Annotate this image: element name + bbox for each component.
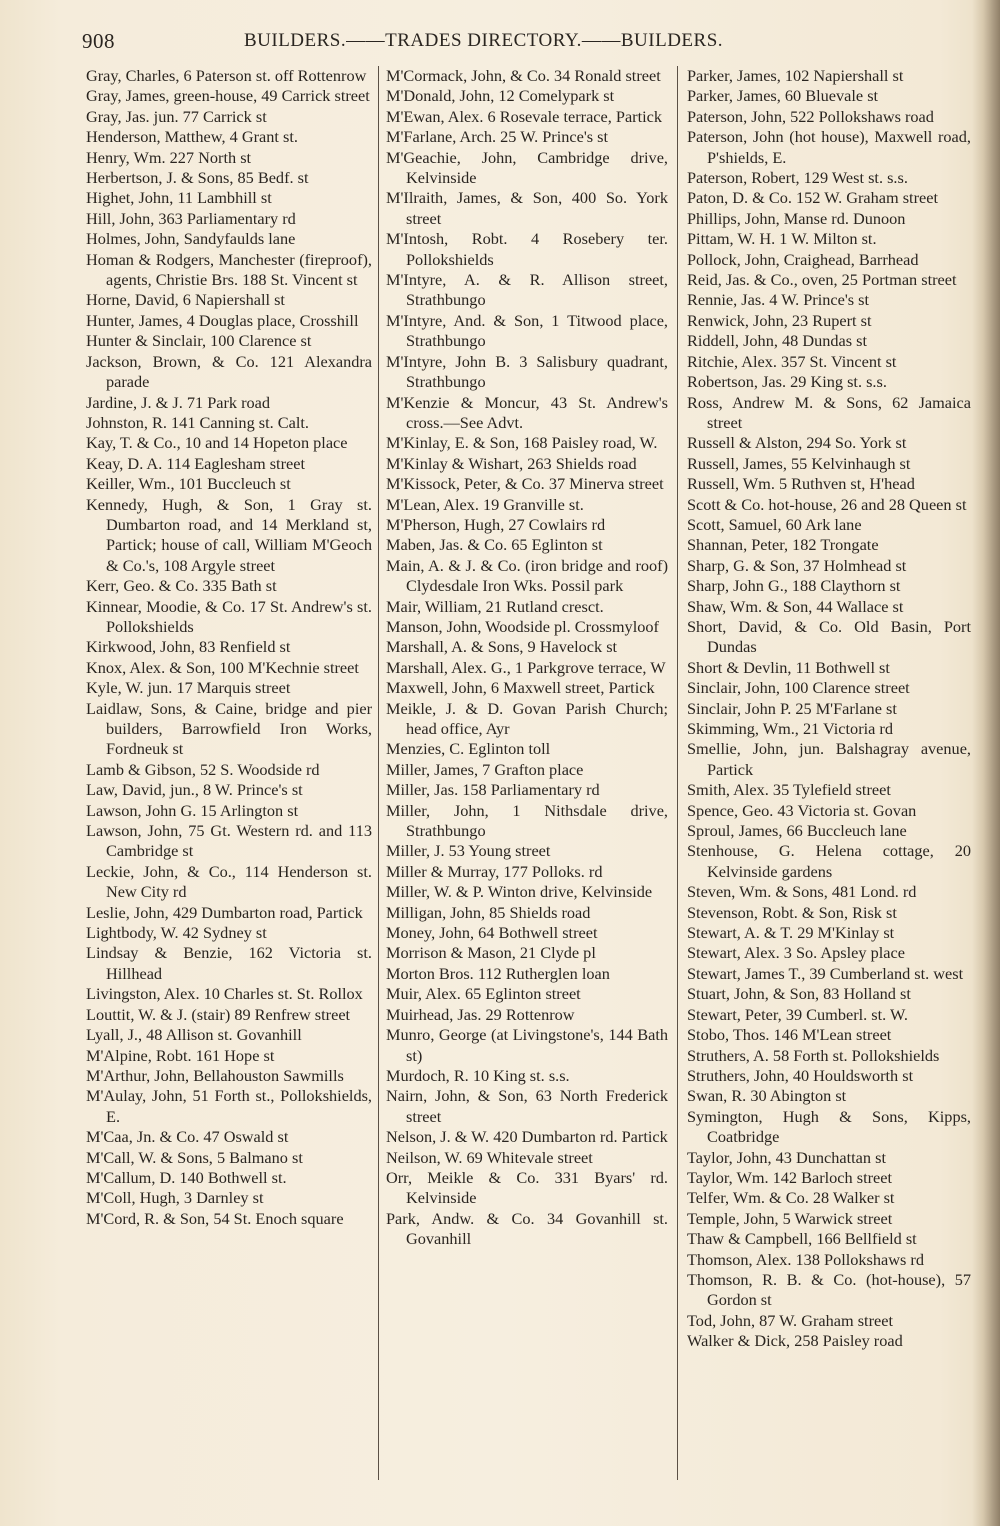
directory-entry: Jackson, Brown, & Co. 121 Alexandra parade	[86, 351, 372, 392]
directory-entry: Pollock, John, Craighead, Barrhead	[687, 249, 919, 269]
running-title: BUILDERS.——TRADES DIRECTORY.——BUILDERS.	[243, 30, 724, 51]
directory-entry: Spence, Geo. 43 Victoria st. Govan	[687, 800, 917, 820]
directory-entry: Morrison & Mason, 21 Clyde pl	[386, 943, 596, 963]
directory-entry: Stewart, Peter, 39 Cumberl. st. W.	[687, 1004, 908, 1024]
directory-entry: Horne, David, 6 Napiershall st	[86, 290, 285, 310]
directory-entry: Kay, T. & Co., 10 and 14 Hopeton place	[86, 433, 348, 453]
directory-entry: Riddell, John, 48 Dundas st	[687, 331, 868, 351]
directory-entry: Miller & Murray, 177 Polloks. rd	[386, 861, 603, 881]
directory-entry: Short & Devlin, 11 Bothwell st	[687, 657, 890, 677]
column-divider	[378, 66, 379, 1480]
directory-column-3	[687, 66, 971, 1352]
directory-entry: Orr, Meikle & Co. 331 Byars' rd. Kelvinside	[386, 1167, 668, 1208]
directory-entry: Muir, Alex. 65 Eglinton street	[386, 984, 581, 1004]
directory-entry: Lindsay & Benzie, 162 Victoria st. Hillhead	[86, 943, 372, 983]
directory-entry: M'Kissock, Peter, & Co. 37 Minerva street	[386, 474, 664, 494]
directory-entry: Russell, Wm. 5 Ruthven st, H'head	[687, 474, 915, 494]
directory-entry: Maxwell, John, 6 Maxwell street, Partick	[386, 678, 655, 698]
directory-entry: Ross, Andrew M. & Sons, 62 Jamaica street	[687, 392, 971, 432]
directory-entry: Mair, William, 21 Rutland cresct.	[386, 596, 604, 616]
directory-entry: Shannan, Peter, 182 Trongate	[687, 535, 879, 555]
directory-entry: Kinnear, Moodie, & Co. 17 St. Andrew's st. Pollokshields	[86, 596, 372, 636]
directory-entry: M'Intyre, A. & R. Allison street, Strathbungo	[386, 270, 668, 310]
directory-entry: M'Cord, R. & Son, 54 St. Enoch square	[86, 1208, 344, 1228]
directory-entry: Taylor, John, 43 Dunchattan st	[687, 1147, 886, 1167]
directory-column-2	[386, 66, 668, 1250]
directory-entry: Gray, Jas. jun. 77 Carrick st	[86, 106, 267, 126]
directory-entry: Thomson, R. B. & Co. (hot-house), 57 Gordon st	[687, 1269, 971, 1310]
directory-entry: M'Arthur, John, Bellahouston Sawmills	[86, 1065, 344, 1085]
directory-entry: Henderson, Matthew, 4 Grant st.	[86, 127, 298, 147]
directory-entry: Kyle, W. jun. 17 Marquis street	[86, 678, 291, 698]
directory-entry: Short, David, & Co. Old Basin, Port Dundas	[687, 616, 971, 657]
directory-entry: Stobo, Thos. 146 M'Lean street	[687, 1025, 892, 1045]
directory-entry: Murdoch, R. 10 King st. s.s.	[386, 1065, 570, 1085]
directory-entry: Knox, Alex. & Son, 100 M'Kechnie street	[86, 657, 359, 677]
directory-entry: Louttit, W. & J. (stair) 89 Renfrew street	[86, 1004, 351, 1024]
directory-entry: Stuart, John, & Son, 83 Holland st	[687, 984, 911, 1004]
directory-entry: Temple, John, 5 Warwick street	[687, 1208, 893, 1228]
directory-entry: Maben, Jas. & Co. 65 Eglinton st	[386, 535, 603, 555]
directory-entry: Nairn, John, & Son, 63 North Frederick street	[386, 1086, 668, 1126]
directory-entry: Scott & Co. hot-house, 26 and 28 Queen st	[687, 494, 967, 514]
directory-entry: Holmes, John, Sandyfaulds lane	[86, 229, 296, 249]
directory-entry: Highet, John, 11 Lambhill st	[86, 188, 272, 208]
page-binding-edge	[972, 0, 1000, 1526]
directory-entry: Leckie, John, & Co., 114 Henderson st. New City rd	[86, 861, 372, 902]
directory-entry: Stewart, A. & T. 29 M'Kinlay st	[687, 923, 895, 943]
directory-entry: M'Geachie, John, Cambridge drive, Kelvinside	[386, 147, 668, 188]
directory-entry: Gray, James, green-house, 49 Carrick street	[86, 86, 370, 106]
directory-entry: Park, Andw. & Co. 34 Govanhill st. Govanhill	[386, 1208, 668, 1249]
directory-entry: Smith, Alex. 35 Tylefield street	[687, 780, 891, 800]
directory-entry: Sharp, G. & Son, 37 Holmhead st	[687, 555, 907, 575]
directory-entry: Reid, Jas. & Co., oven, 25 Portman street	[687, 270, 957, 290]
directory-entry: M'Call, W. & Sons, 5 Balmano st	[86, 1147, 303, 1167]
directory-entry: Paterson, John, 522 Pollokshaws road	[687, 106, 934, 126]
directory-entry: Telfer, Wm. & Co. 28 Walker st	[687, 1188, 895, 1208]
directory-entry: Hill, John, 363 Parliamentary rd	[86, 208, 296, 228]
directory-entry: Nelson, J. & W. 420 Dumbarton rd. Partick	[386, 1127, 668, 1147]
directory-entry: Ritchie, Alex. 357 St. Vincent st	[687, 351, 897, 371]
directory-entry: Sharp, John G., 188 Claythorn st	[687, 576, 901, 596]
directory-entry: Milligan, John, 85 Shields road	[386, 902, 591, 922]
directory-entry: Miller, J. 53 Young street	[386, 841, 551, 861]
directory-entry: Kerr, Geo. & Co. 335 Bath st	[86, 576, 277, 596]
directory-entry: Henry, Wm. 227 North st	[86, 147, 252, 167]
directory-entry: M'Intosh, Robt. 4 Rosebery ter. Pollokshields	[386, 229, 668, 269]
directory-entry: Hunter, James, 4 Douglas place, Crosshill	[86, 310, 359, 330]
directory-entry: Manson, John, Woodside pl. Crossmyloof	[386, 616, 659, 636]
directory-entry: M'Pherson, Hugh, 27 Cowlairs rd	[386, 514, 606, 534]
directory-entry: M'Kinlay, E. & Son, 168 Paisley road, W.	[386, 433, 658, 453]
directory-entry: Scott, Samuel, 60 Ark lane	[687, 514, 862, 534]
directory-entry: M'Ilraith, James, & Son, 400 So. York street	[386, 188, 668, 228]
directory-entry: Main, A. & J. & Co. (iron bridge and roof) Clydesdale Iron Wks. Possil park	[386, 555, 668, 596]
directory-entry: Money, John, 64 Bothwell street	[386, 923, 598, 943]
directory-column-1	[86, 66, 372, 1229]
directory-entry: M'Kenzie & Moncur, 43 St. Andrew's cross.—See Advt.	[386, 392, 668, 432]
directory-entry: Thomson, Alex. 138 Pollokshaws rd	[687, 1249, 924, 1269]
directory-entry: Menzies, C. Eglinton toll	[386, 739, 551, 759]
directory-entry: Muirhead, Jas. 29 Rottenrow	[386, 1004, 575, 1024]
directory-entry: Morton Bros. 112 Rutherglen loan	[386, 963, 610, 983]
directory-entry: Russell, James, 55 Kelvinhaugh st	[687, 453, 911, 473]
directory-entry: M'Coll, Hugh, 3 Darnley st	[86, 1188, 264, 1208]
directory-entry: Parker, James, 60 Bluevale st	[687, 86, 879, 106]
directory-entry: Lightbody, W. 42 Sydney st	[86, 923, 267, 943]
directory-entry: M'Caa, Jn. & Co. 47 Oswald st	[86, 1127, 289, 1147]
directory-entry: Paton, D. & Co. 152 W. Graham street	[687, 188, 938, 208]
directory-entry: Laidlaw, Sons, & Caine, bridge and pier builders, Barrowfield Iron Works, Fordneuk st	[86, 698, 372, 759]
directory-entry: Sinclair, John P. 25 M'Farlane st	[687, 698, 897, 718]
directory-entry: Homan & Rodgers, Manchester (fireproof), agents, Christie Brs. 188 St. Vincent st	[86, 249, 372, 290]
directory-entry: Johnston, R. 141 Canning st. Calt.	[86, 412, 309, 432]
directory-entry: Struthers, John, 40 Houldsworth st	[687, 1065, 914, 1085]
directory-entry: Parker, James, 102 Napiershall st	[687, 66, 904, 85]
directory-entry: Keay, D. A. 114 Eaglesham street	[86, 453, 305, 473]
directory-entry: Shaw, Wm. & Son, 44 Wallace st	[687, 596, 904, 616]
column-divider	[677, 66, 678, 1480]
directory-entry: Robertson, Jas. 29 King st. s.s.	[687, 372, 887, 392]
directory-entry: Stenhouse, G. Helena cottage, 20 Kelvinside gardens	[687, 841, 971, 881]
directory-entry: Taylor, Wm. 142 Barloch street	[687, 1167, 892, 1187]
directory-entry: Tod, John, 87 W. Graham street	[687, 1310, 893, 1330]
directory-entry: Smellie, John, jun. Balshagray avenue, Partick	[687, 739, 971, 779]
directory-entry: Stevenson, Robt. & Son, Risk st	[687, 902, 897, 922]
directory-entry: Renwick, John, 23 Rupert st	[687, 310, 872, 330]
directory-entry: Neilson, W. 69 Whitevale street	[386, 1147, 593, 1167]
directory-entry: Lawson, John, 75 Gt. Western rd. and 113 Cambridge st	[86, 821, 372, 861]
directory-entry: M'Farlane, Arch. 25 W. Prince's st	[386, 127, 609, 147]
directory-entry: Pittam, W. H. 1 W. Milton st.	[687, 229, 877, 249]
directory-entry: Meikle, J. & D. Govan Parish Church; head office, Ayr	[386, 698, 668, 738]
directory-entry: Sinclair, John, 100 Clarence street	[687, 678, 910, 698]
directory-entry: Miller, John, 1 Nithsdale drive, Strathbungo	[386, 800, 668, 841]
directory-entry: Russell & Alston, 294 So. York st	[687, 433, 907, 453]
directory-entry: Miller, Jas. 158 Parliamentary rd	[386, 780, 600, 800]
directory-entry: Thaw & Campbell, 166 Bellfield st	[687, 1229, 917, 1249]
directory-entry: Phillips, John, Manse rd. Dunoon	[687, 208, 906, 228]
directory-entry: M'Alpine, Robt. 161 Hope st	[86, 1045, 275, 1065]
directory-entry: Lamb & Gibson, 52 S. Woodside rd	[86, 759, 320, 779]
directory-entry: Struthers, A. 58 Forth st. Pollokshields	[687, 1045, 940, 1065]
directory-entry: Gray, Charles, 6 Paterson st. off Rottenrow	[86, 66, 367, 85]
directory-entry: M'Callum, D. 140 Bothwell st.	[86, 1167, 287, 1187]
directory-entry: M'Intyre, And. & Son, 1 Titwood place, Strathbungo	[386, 310, 668, 351]
directory-entry: Stewart, James T., 39 Cumberland st. west	[687, 963, 964, 983]
directory-entry: Law, David, jun., 8 W. Prince's st	[86, 780, 303, 800]
directory-entry: Lawson, John G. 15 Arlington st	[86, 800, 299, 820]
directory-entry: Stewart, Alex. 3 So. Apsley place	[687, 943, 905, 963]
directory-entry: Livingston, Alex. 10 Charles st. St. Rollox	[86, 984, 363, 1004]
directory-entry: Lyall, J., 48 Allison st. Govanhill	[86, 1025, 302, 1045]
directory-entry: Sproul, James, 66 Buccleuch lane	[687, 821, 907, 841]
directory-entry: Paterson, Robert, 129 West st. s.s.	[687, 168, 908, 188]
directory-entry: Marshall, A. & Sons, 9 Havelock st	[386, 637, 618, 657]
directory-entry: Steven, Wm. & Sons, 481 Lond. rd	[687, 882, 917, 902]
directory-entry: Kennedy, Hugh, & Son, 1 Gray st. Dumbarton road, and 14 Merkland st, Partick; house of call, William M'Geoch & Co.'s, 108 Argyle street	[86, 494, 372, 575]
directory-entry: Walker & Dick, 258 Paisley road	[687, 1331, 903, 1351]
directory-entry: M'Ewan, Alex. 6 Rosevale terrace, Partick	[386, 106, 663, 126]
directory-entry: M'Aulay, John, 51 Forth st., Pollokshields, E.	[86, 1086, 372, 1126]
directory-entry: M'Cormack, John, & Co. 34 Ronald street	[386, 66, 661, 85]
directory-entry: Marshall, Alex. G., 1 Parkgrove terrace, W	[386, 657, 666, 677]
directory-entry: Rennie, Jas. 4 W. Prince's st	[687, 290, 870, 310]
directory-entry: Miller, James, 7 Grafton place	[386, 759, 584, 779]
directory-entry: Skimming, Wm., 21 Victoria rd	[687, 719, 893, 738]
directory-entry: M'Intyre, John B. 3 Salisbury quadrant, Strathbungo	[386, 351, 668, 392]
directory-entry: Miller, W. & P. Winton drive, Kelvinside	[386, 882, 653, 902]
directory-entry: M'Donald, John, 12 Comelypark st	[386, 86, 615, 106]
directory-entry: Hunter & Sinclair, 100 Clarence st	[86, 331, 312, 351]
directory-entry: Herbertson, J. & Sons, 85 Bedf. st	[86, 168, 309, 188]
directory-entry: M'Lean, Alex. 19 Granville st.	[386, 494, 584, 514]
directory-entry: Leslie, John, 429 Dumbarton road, Partick	[86, 902, 363, 922]
directory-entry: Munro, George (at Livingstone's, 144 Bath st)	[386, 1025, 668, 1065]
directory-entry: Paterson, John (hot house), Maxwell road, P'shields, E.	[687, 127, 971, 167]
page-number: 908	[82, 28, 115, 53]
directory-entry: Jardine, J. & J. 71 Park road	[86, 392, 271, 412]
directory-entry: Keiller, Wm., 101 Buccleuch st	[86, 474, 291, 494]
directory-entry: Symington, Hugh & Sons, Kipps, Coatbridge	[687, 1106, 971, 1147]
directory-entry: Kirkwood, John, 83 Renfield st	[86, 637, 291, 657]
page-header	[82, 26, 972, 56]
directory-entry: M'Kinlay & Wishart, 263 Shields road	[386, 453, 637, 473]
directory-entry: Swan, R. 30 Abington st	[687, 1086, 847, 1106]
